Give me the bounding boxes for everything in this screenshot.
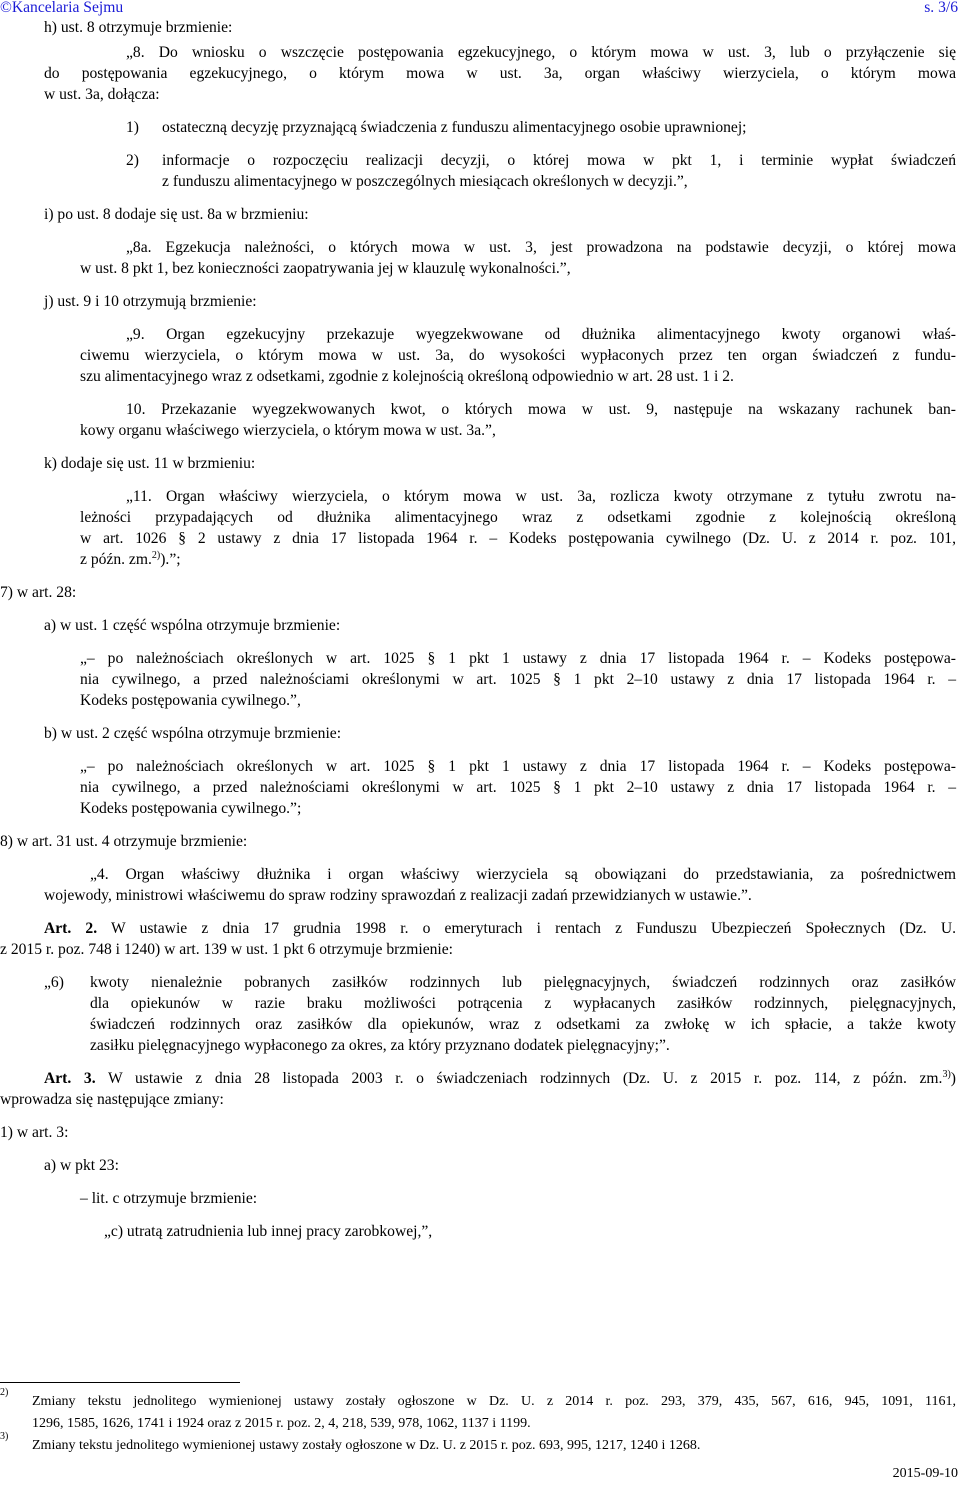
para-8-line3: w ust. 3a, dołącza: xyxy=(44,86,160,103)
footnote-2-mark: 2) xyxy=(0,1387,9,1398)
point-1-num: 1) xyxy=(126,119,139,136)
art-2-label: Art. 2. xyxy=(44,920,98,937)
art-3-line2: wprowadza się następujące zmiany: xyxy=(0,1091,224,1108)
para-9-line3: szu alimentacyjnego wraz z odsetkami, zgodnie z kolejnością określoną odpowiednio w art. 28 ust. 1 i 2. xyxy=(80,368,734,385)
art-2-point-6-line3: świadczeń rodzinnych oraz zasiłków dla opiekunów, wraz z odsetkami za zwłokę w ich spłacie, a także kwoty xyxy=(90,1016,956,1033)
item-7b-line3: Kodeks postępowania cywilnego.”; xyxy=(80,800,302,817)
item-h: h) ust. 8 otrzymuje brzmienie: xyxy=(44,19,233,36)
item-j: j) ust. 9 i 10 otrzymują brzmienie: xyxy=(44,293,257,310)
art-3-label: Art. 3. xyxy=(44,1070,96,1087)
item-k: k) dodaje się ust. 11 w brzmieniu: xyxy=(44,455,256,472)
point-2-line1: informacje o rozpoczęciu realizacji decyzji, o której mowa w pkt 1, i terminie wypłat świadczeń xyxy=(162,152,956,169)
para-11-line2: leżności przypadających od dłużnika alimentacyjnego wraz z odsetkami zgodnie z kolejnością określoną xyxy=(80,509,956,526)
item-7a: a) w ust. 1 część wspólna otrzymuje brzmienie: xyxy=(44,617,341,634)
point-1-text: ostateczną decyzję przyznającą świadczenia z funduszu alimentacyjnego osobie uprawnionej; xyxy=(162,119,747,136)
art-3-lit-c-text: „c) utratą zatrudnienia lub innej pracy zarobkowej,”, xyxy=(104,1223,433,1240)
footnote-3-line1: Zmiany tekstu jednolitego wymienionej ustawy zostały ogłoszone w Dz. U. z 2015 r. poz. 693, 995, 1217, 1240 i 1268. xyxy=(32,1438,701,1453)
item-8: 8) w art. 31 ust. 4 otrzymuje brzmienie: xyxy=(0,833,248,850)
para-8-line1: „8. Do wniosku o wszczęcie postępowania egzekucyjnego, o którym mowa w ust. 3, lub o przyłączenie się xyxy=(126,44,956,61)
footnote-2-line2: 1296, 1585, 1626, 1741 i 1924 oraz z 2015 r. poz. 2, 4, 218, 539, 978, 1062, 1137 i 1199. xyxy=(32,1416,531,1431)
footnote-2-line1: Zmiany tekstu jednolitego wymienionej ustawy zostały ogłoszone w Dz. U. z 2014 r. poz. 293, 379, 435, 567, 616, 945, 1091, 1161, xyxy=(32,1394,956,1409)
item-7b: b) w ust. 2 część wspólna otrzymuje brzmienie: xyxy=(44,725,342,742)
item-7a-line3: Kodeks postępowania cywilnego.”, xyxy=(80,692,301,709)
copyright-label: ©Kancelaria Sejmu xyxy=(0,0,124,16)
item-7b-line2: nia cywilnego, a przed należnościami określonymi w art. 1025 § 1 pkt 2–10 ustawy z dnia 17 listopada 1964 r. – xyxy=(80,779,956,796)
item-7a-line1: „– po należnościach określonych w art. 1025 § 1 pkt 1 ustawy z dnia 17 listopada 1964 r. – Kodeks postępowa- xyxy=(80,650,956,667)
footnote-ref-3: 3) xyxy=(942,1069,951,1080)
para-9-line2: ciwemu wierzyciela, o którym mowa w ust. 3a, do wysokości wypłaconych przez ten organ świadczeń z fundu- xyxy=(80,347,956,364)
item-i: i) po ust. 8 dodaje się ust. 8a w brzmieniu: xyxy=(44,206,309,223)
point-2-line2: z funduszu alimentacyjnego w poszczególnych miesiącach określonych w decyzji.”, xyxy=(162,173,688,190)
art-3-item-1a: a) w pkt 23: xyxy=(44,1157,119,1174)
art-3-dash-lit-c: – lit. c otrzymuje brzmienie: xyxy=(80,1190,258,1207)
art-2-point-6-line2: dla opiekunów w razie braku możliwości potrącenia z wypłacanych zasiłków rodzinnych, pielęgnacyjnych, xyxy=(90,995,956,1012)
art-3-item-1: 1) w art. 3: xyxy=(0,1124,69,1141)
footnote-3-mark: 3) xyxy=(0,1431,9,1442)
para-10-line2: kowy organu właściwego wierzyciela, o którym mowa w ust. 3a.”, xyxy=(80,422,496,439)
footnote-ref-2: 2) xyxy=(151,550,161,561)
para-11-line1: „11. Organ właściwy wierzyciela, o którym mowa w ust. 3a, rozlicza kwoty otrzymane z tytułu zwrotu na- xyxy=(126,488,956,505)
art-3-line1: Art. 3. W ustawie z dnia 28 listopada 2003 r. o świadczeniach rodzinnych (Dz. U. z 2015 r. poz. 114, z późn. zm.$^{3)}$) xyxy=(44,1069,956,1087)
para-8a-line2: w ust. 8 pkt 1, bez konieczności zaopatrywania jej w klauzulę wykonalności.”, xyxy=(80,260,571,277)
para-8-line2: do postępowania egzekucyjnego, o którym mowa w ust. 3a, organ właściwy wierzyciela, o którym mowa xyxy=(44,65,956,82)
para-9-line1: „9. Organ egzekucyjny przekazuje wyegzekwowane od dłużnika alimentacyjnego kwoty organowi właś- xyxy=(126,326,956,343)
item-7: 7) w art. 28: xyxy=(0,584,77,601)
para-8a-line1: „8a. Egzekucja należności, o których mowa w ust. 3, jest prowadzona na podstawie decyzji, o której mowa xyxy=(126,239,956,256)
point-2-num: 2) xyxy=(126,152,139,169)
art-2-line2: z 2015 r. poz. 748 i 1240) w art. 139 w ust. 1 pkt 6 otrzymuje brzmienie: xyxy=(0,941,454,958)
item-7a-line2: nia cywilnego, a przed należnościami określonymi w art. 1025 § 1 pkt 2–10 ustawy z dnia 17 listopada 1964 r. – xyxy=(80,671,956,688)
para-4-line2: wojewody, ministrowi właściwemu do spraw rodziny sprawozdań z realizacji zadań przewidzianych w ustawie.”. xyxy=(44,887,752,904)
para-10-line1: 10. Przekazanie wyegzekwowanych kwot, o których mowa w ust. 9, następuje na wskazany rachunek ban- xyxy=(126,401,956,418)
item-7b-line1: „– po należnościach określonych w art. 1025 § 1 pkt 1 ustawy z dnia 17 listopada 1964 r. – Kodeks postępowa- xyxy=(80,758,956,775)
page-number: s. 3/6 xyxy=(924,0,958,16)
art-2-point-6-num: „6) xyxy=(44,974,64,991)
para-4-line1: „4. Organ właściwy dłużnika i organ właściwy wierzyciela są obowiązani do przedstawiania, za pośrednictwem xyxy=(90,866,956,883)
document-date: 2015-09-10 xyxy=(892,1466,958,1481)
para-11-line3: w art. 1026 § 2 ustawy z dnia 17 listopada 1964 r. – Kodeks postępowania cywilnego (Dz. U. z 2014 r. poz. 101, xyxy=(80,530,956,547)
art-2-line1: Art. 2. W ustawie z dnia 17 grudnia 1998 r. o emeryturach i rentach z Funduszu Ubezpieczeń Społecznych (Dz. U. xyxy=(44,920,957,937)
art-2-point-6-line4: zasiłku pielęgnacyjnego wypłaconego za okres, za który przyznano dodatek pielęgnacyjny;”. xyxy=(90,1037,670,1054)
footnote-divider xyxy=(0,1382,240,1383)
art-2-point-6-line1: kwoty nienależnie pobranych zasiłków rodzinnych lub pielęgnacyjnych, świadczeń rodzinnych oraz zasiłków xyxy=(90,974,956,991)
para-11-line4: z późn. zm.$^{2)}$).”; xyxy=(80,550,181,568)
